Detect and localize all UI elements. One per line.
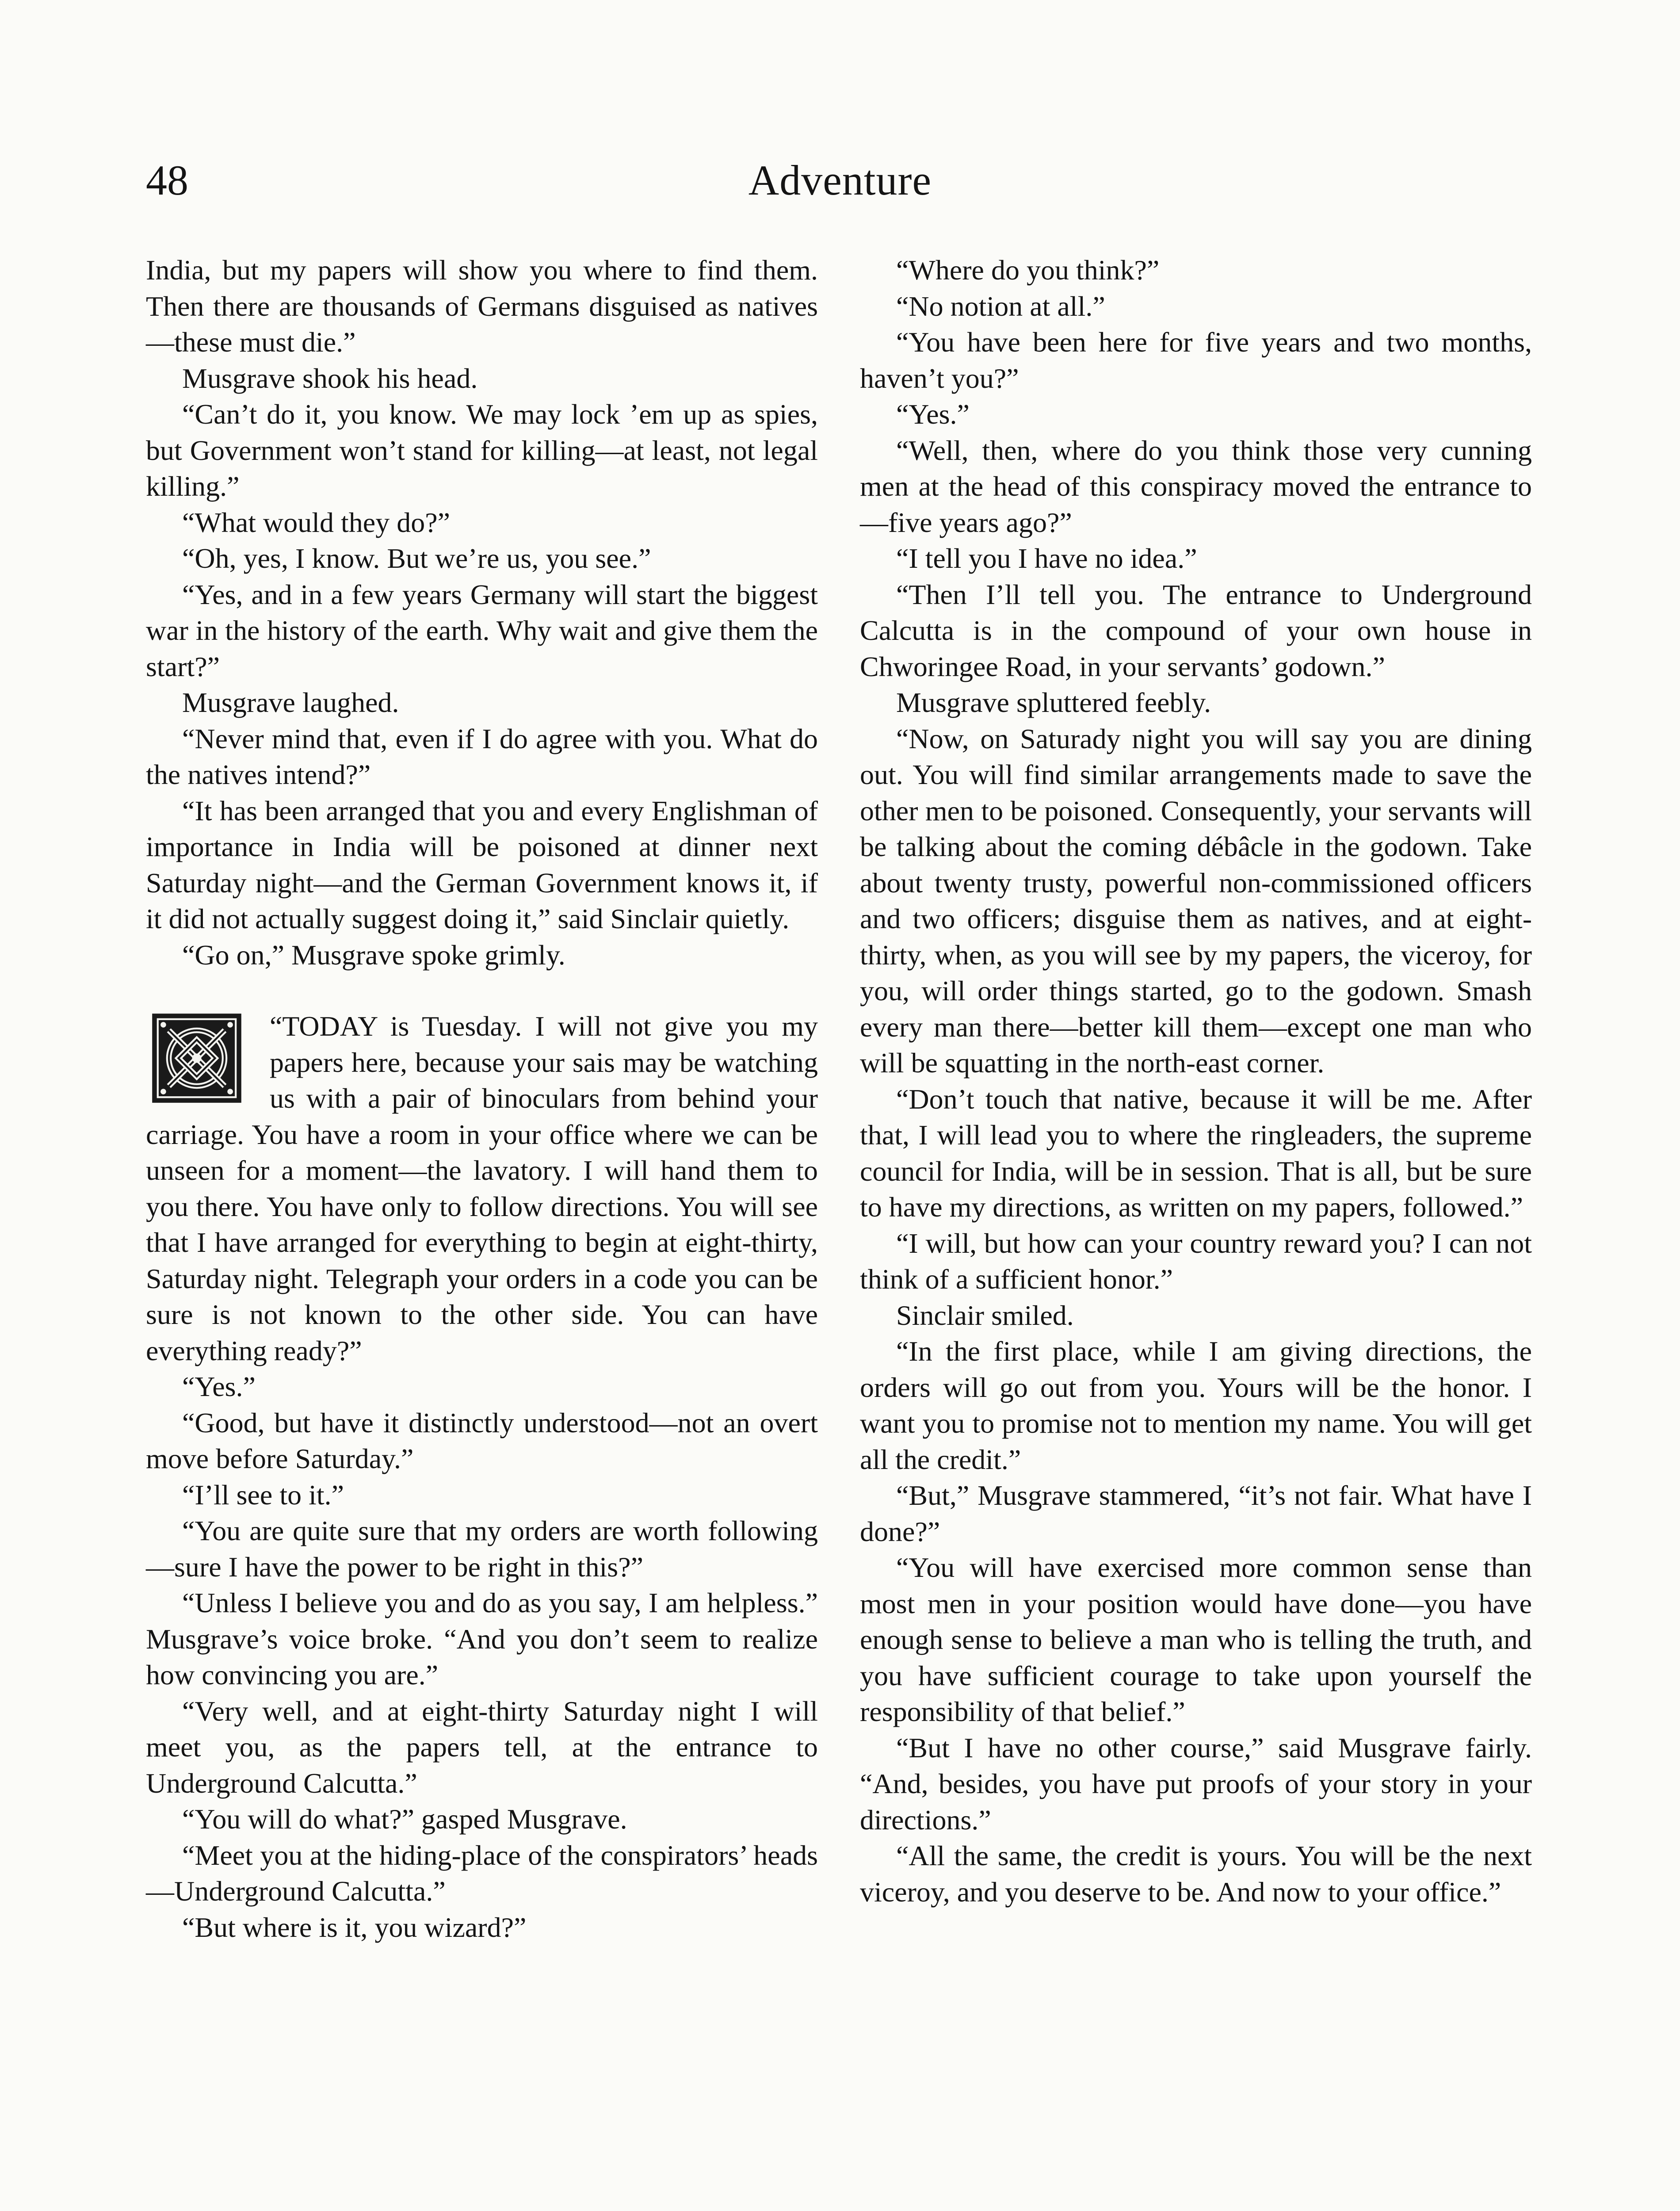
paragraph: “You will have exercised more common sense than most men in your position would have done—you have enough sense to believe a man who is telling the truth, and you have sufficient courage to take upon yourself the responsibility of that belief.” [860, 1552, 1532, 1727]
paragraph: “No notion at all.” [896, 290, 1105, 322]
right-column [860, 252, 1532, 1910]
paragraph: “I tell you I have no idea.” [896, 543, 1197, 574]
paragraph: “Now, on Saturady night you will say you are dining out. You will find similar arrangements made to save the other men to be poisoned. Consequently, your servants will be talking about the coming débâcle in the godown. Take about twenty trusty, powerful non-commissioned officers and two officers; disguise them as natives, and at eight-thirty, when, as you will see by my papers, the viceroy, for you, will order things started, go to the godown. Smash every man there—better kill them—except one man who will be squatting in the north-east corner. [860, 723, 1532, 1079]
paragraph: “Very well, and at eight-thirty Saturday night I will meet you, as the papers tell, at the entrance to Underground Calcutta.” [146, 1695, 818, 1799]
paragraph: “Go on,” Musgrave spoke grimly. [182, 939, 565, 971]
paragraph: “Never mind that, even if I do agree with you. What do the natives intend?” [146, 723, 818, 790]
section-opening [146, 1008, 818, 1369]
left-column [146, 252, 818, 1945]
paragraph: “Yes.” [896, 398, 970, 430]
paragraph: “But where is it, you wizard?” [182, 1911, 527, 1943]
paragraph: “You will do what?” gasped Musgrave. [182, 1803, 627, 1835]
paragraph: “Well, then, where do you think those very cunning men at the head of this conspiracy moved the entrance to—five years ago?” [860, 434, 1532, 538]
paragraph: Musgrave spluttered feebly. [896, 687, 1211, 718]
paragraph: Sinclair smiled. [896, 1299, 1074, 1331]
paragraph: “In the first place, while I am giving directions, the orders will go out from you. Yours will be the honor. I want you to promise not to mention my name. You will get all the credit.” [860, 1335, 1532, 1475]
paragraph: “Where do you think?” [896, 254, 1160, 286]
paragraph: “Oh, yes, I know. But we’re us, you see.” [182, 543, 651, 574]
paragraph: “It has been arranged that you and every Englishman of importance in India will be poisoned at dinner next Saturday night—and the German Government knows it, if it did not actually suggest doing it,” said Sinclair quietly. [146, 795, 818, 934]
paragraph: “You are quite sure that my orders are worth following—sure I have the power to be right in this?” [146, 1515, 818, 1583]
paragraph: “Yes.” [182, 1371, 256, 1402]
page-number: 48 [146, 157, 188, 204]
paragraph: “Yes, and in a few years Germany will start the biggest war in the history of the earth. Why wait and give them the start?” [146, 578, 818, 682]
celtic-knot-ornament-icon [150, 1012, 243, 1105]
article-body [146, 252, 1530, 2211]
page-header [146, 159, 1534, 226]
paragraph: “Then I’ll tell you. The entrance to Underground Calcutta is in the compound of your own house in Chworingee Road, in your servants’ godown.” [860, 578, 1532, 682]
paragraph: “What would they do?” [182, 506, 450, 538]
paragraph: India, but my papers will show you where to find them. Then there are thousands of Germans disguised as natives—these must die.” [146, 254, 818, 358]
section-opening-text: “TODAY is Tuesday. I will not give you my papers here, because your sais may be watching us with a pair of binoculars from behind your carriage. You have a room in your office where we can be unseen for a moment—the lavatory. I will hand them to you there. You have only to follow directions. You will see that I have arranged for everything to begin at eight-thirty, Saturday night. Telegraph your orders in a code you can be sure is not known to the other side. You can have everything ready?” [146, 1010, 818, 1366]
paragraph: Musgrave shook his head. [182, 362, 478, 394]
paragraph: “But,” Musgrave stammered, “it’s not fair. What have I done?” [860, 1480, 1532, 1547]
paragraph: “Meet you at the hiding-place of the conspirators’ heads—Underground Calcutta.” [146, 1839, 818, 1907]
magazine-title: Adventure [748, 157, 932, 204]
paragraph: “But I have no other course,” said Musgrave fairly. “And, besides, you have put proofs of your story in your directions.” [860, 1732, 1532, 1836]
paragraph: “All the same, the credit is yours. You will be the next viceroy, and you deserve to be. And now to your office.” [860, 1840, 1532, 1908]
paragraph: Musgrave laughed. [182, 687, 399, 718]
paragraph: “I’ll see to it.” [182, 1479, 344, 1511]
paragraph: “You have been here for five years and two months, haven’t you?” [860, 326, 1532, 394]
paragraph: “I will, but how can your country reward you? I can not think of a sufficient honor.” [860, 1227, 1532, 1295]
paragraph: “Don’t touch that native, because it will be me. After that, I will lead you to where the ringleaders, the supreme council for India, will be in session. That is all, but be sure to have my directions, as written on my papers, followed.” [860, 1083, 1532, 1223]
paragraph: “Can’t do it, you know. We may lock ’em up as spies, but Government won’t stand for killing—at least, not legal killing.” [146, 398, 818, 502]
paragraph: “Unless I believe you and do as you say, I am helpless.” Musgrave’s voice broke. “And you don’t seem to realize how convincing you are.” [146, 1587, 818, 1691]
paragraph: “Good, but have it distinctly understood—not an overt move before Saturday.” [146, 1407, 818, 1474]
